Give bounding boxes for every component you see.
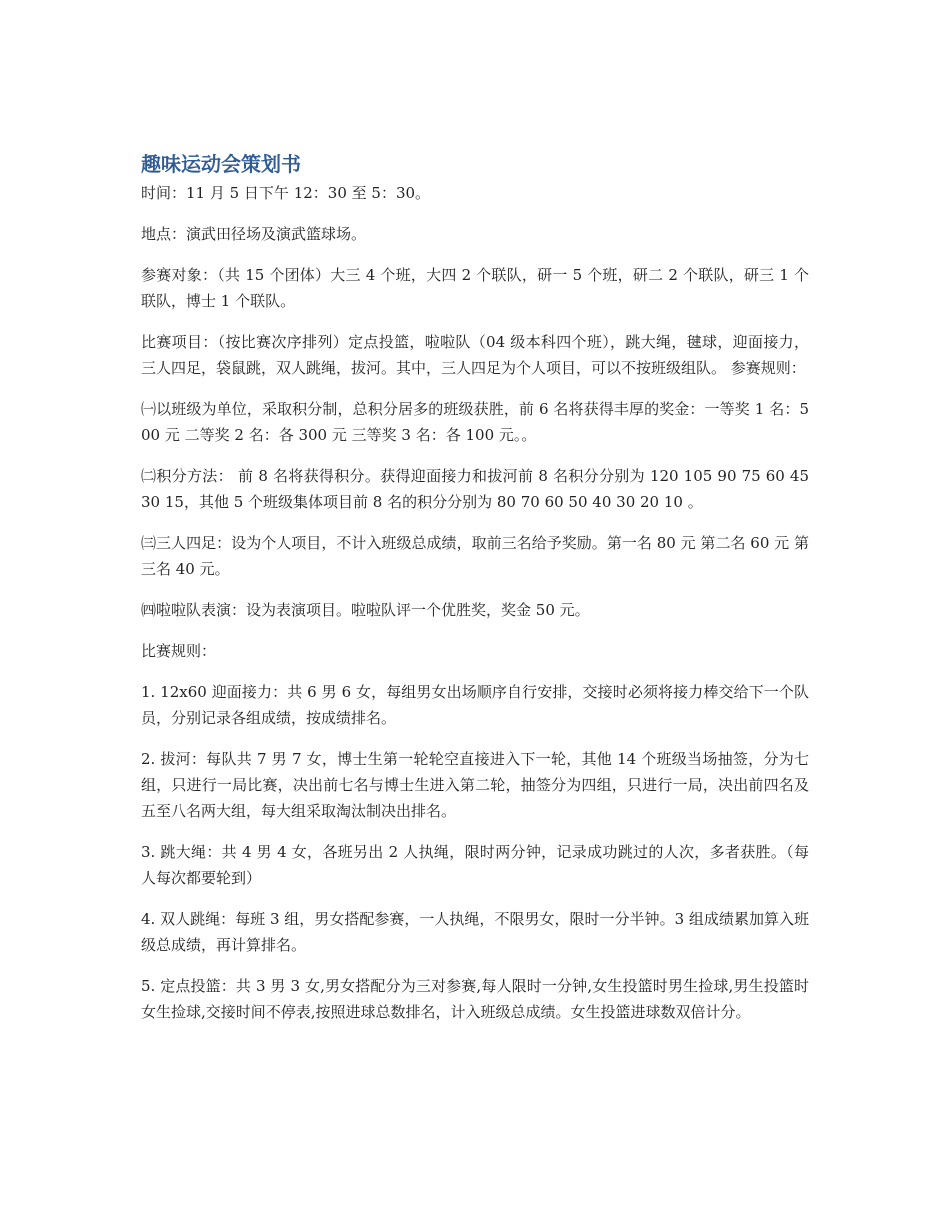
- document-page: [141, 150, 809, 1040]
- paragraph-location: 地点：演武田径场及演武篮球场。: [141, 225, 367, 243]
- paragraph-long-rope: 3. 跳大绳：共 4 男 4 女，各班另出 2 人执绳，限时两分钟，记录成功跳过的人次，多者获胜。（每人每次都要轮到）: [141, 843, 809, 887]
- paragraph-double-rope: 4. 双人跳绳：每班 3 组，男女搭配参赛，一人执绳，不限男女，限时一分半钟。3 组成绩累加算入班级总成绩，再计算排名。: [141, 910, 809, 954]
- paragraph-rule-2: ㈡积分方法： 前 8 名将获得积分。获得迎面接力和拔河前 8 名积分分别为 120 105 90 75 60 45 30 15，其他 5 个班级集体项目前 8 名的积分分别为 80 70 60 50 40 30 20 10 。: [141, 467, 809, 511]
- paragraph-rule-1: ㈠以班级为单位，采取积分制，总积分居多的班级获胜，前 6 名将获得丰厚的奖金：一等奖 1 名：500 元 二等奖 2 名：各 300 元 三等奖 3 名：各 100 元。。: [141, 400, 809, 444]
- paragraph-time: 时间：11 月 5 日下午 12：30 至 5：30。: [141, 184, 431, 202]
- paragraph-tug-of-war: 2. 拔河：每队共 7 男 7 女，博士生第一轮轮空直接进入下一轮，其他 14 个班级当场抽签，分为七组，只进行一局比赛，决出前七名与博士生进入第二轮，抽签分为四组，只进行一局，决出前四名及五至八名两大组，每大组采取淘汰制决出排名。: [141, 750, 809, 820]
- paragraph-relay: 1. 12x60 迎面接力：共 6 男 6 女，每组男女出场顺序自行安排，交接时必须将接力棒交给下一个队员，分别记录各组成绩，按成绩排名。: [141, 683, 809, 727]
- paragraph-rule-4: ㈣啦啦队表演：设为表演项目。啦啦队评一个优胜奖，奖金 50 元。: [141, 601, 590, 619]
- paragraph-events: 比赛项目：（按比赛次序排列）定点投篮，啦啦队（04 级本科四个班），跳大绳，毽球，迎面接力，三人四足，袋鼠跳，双人跳绳，拔河。其中，三人四足为个人项目，可以不按班级组队。 参赛规则：: [141, 333, 809, 377]
- paragraph-rule-3: ㈢三人四足：设为个人项目，不计入班级总成绩，取前三名给予奖励。第一名 80 元 第二名 60 元 第三名 40 元。: [141, 534, 809, 578]
- paragraph-participants: 参赛对象：（共 15 个团体）大三 4 个班，大四 2 个联队，研一 5 个班，研二 2 个联队，研三 1 个联队，博士 1 个联队。: [141, 266, 809, 310]
- document-body: [141, 180, 809, 1025]
- document-title: 趣味运动会策划书: [141, 152, 301, 176]
- paragraph-competition-rules-heading: 比赛规则：: [141, 642, 217, 660]
- paragraph-shooting: 5. 定点投篮：共 3 男 3 女,男女搭配分为三对参赛,每人限时一分钟,女生投篮时男生捡球,男生投篮时女生捡球,交接时间不停表,按照进球总数排名，计入班级总成绩。女生投篮进球数双倍计分。: [141, 977, 809, 1021]
